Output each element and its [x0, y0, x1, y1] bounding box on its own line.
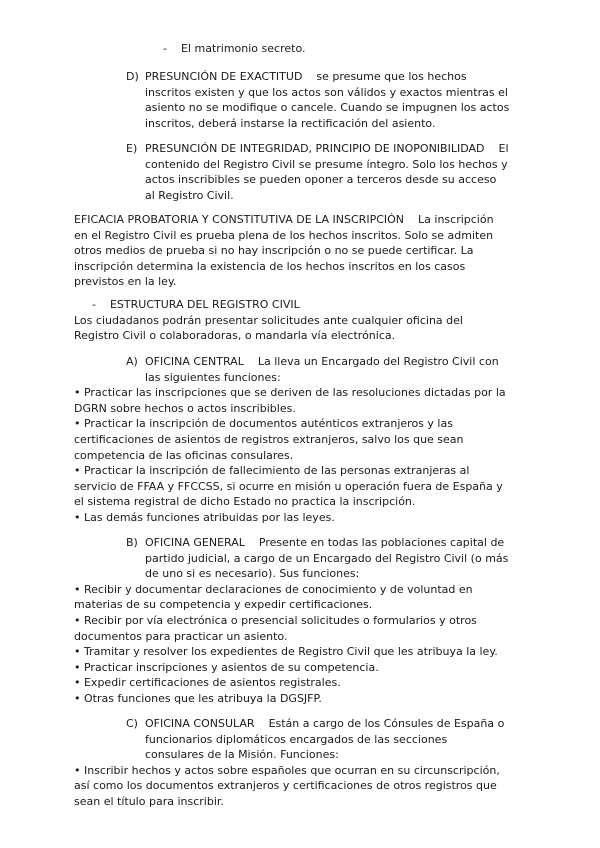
item-e-line-1: contenido del Registro Civil se presume íntegro. Solo los hechos y	[145, 157, 508, 171]
eficacia-line-3: inscripción determina la existencia de los hechos inscritos en los casos	[74, 259, 466, 273]
oficina-consular-marker: C)	[126, 717, 138, 730]
eficacia-title: EFICACIA PROBATORIA Y CONSTITUTIVA DE LA INSCRIPCIÓN	[74, 213, 405, 226]
oficina-consular-bullet-0: • Inscribir hechos y actos sobre españoles que ocurran en su circunscripción,	[74, 763, 500, 777]
item-d-marker: D)	[126, 70, 139, 83]
oficina-general-bullet-6: • Expedir certificaciones de asientos registrales.	[74, 676, 341, 690]
item-d-first-line	[145, 69, 467, 85]
estructura-line-0: Los ciudadanos podrán presentar solicitudes ante cualquier oficina del	[74, 313, 463, 327]
oficina-general-line-1: partido judicial, a cargo de un Encargado del Registro Civil (o más	[145, 551, 509, 565]
oficina-central-bullet-4: competencia de las oficinas consulares.	[74, 448, 294, 462]
oficina-general-bullet-7: • Otras funciones que les atribuya la DGSJFP.	[74, 692, 322, 705]
list-dash: -	[163, 42, 167, 55]
oficina-general-bullet-1: materias de su competencia y expedir certificaciones.	[74, 598, 373, 612]
oficina-consular-first-line	[145, 716, 504, 732]
eficacia-line-4: previstos en la ley.	[74, 275, 177, 289]
oficina-central-line-1: las siguientes funciones:	[145, 370, 281, 384]
oficina-general-bullet-5: • Practicar inscripciones y asientos de su competencia.	[74, 660, 379, 674]
item-d-line-3: inscritos, deberá instarse la rectificación del asiento.	[145, 116, 436, 130]
oficina-central-bullet-5: • Practicar la inscripción de fallecimiento de las personas extranjeras al	[74, 464, 470, 478]
estructura-dash: -	[92, 298, 96, 311]
oficina-consular-line-0: Están a cargo de los Cónsules de España o	[268, 717, 505, 730]
oficina-general-line-0: Presente en todas las poblaciones capital de	[258, 536, 505, 549]
oficina-consular-title: OFICINA CONSULAR	[145, 717, 255, 730]
oficina-general-bullet-0: • Recibir y documentar declaraciones de conocimiento y de voluntad en	[74, 582, 473, 596]
estructura-heading	[92, 297, 300, 313]
eficacia-line-0: La inscripción	[418, 213, 494, 226]
oficina-general-marker: B)	[126, 536, 138, 549]
estructura-title: ESTRUCTURA DEL REGISTRO CIVIL	[109, 298, 300, 311]
oficina-central-line-0: La lleva un Encargado del Registro Civil con	[257, 355, 499, 368]
oficina-general-line-2: de uno si es necesario). Sus funciones:	[145, 567, 360, 581]
item-d-line-1: inscritos existen y que los actos son válidos y exactos mientras el	[145, 85, 508, 99]
oficina-central-first-line	[145, 354, 499, 370]
oficina-central-bullet-2: • Practicar la inscripción de documentos auténticos extranjeros y las	[74, 417, 453, 431]
oficina-central-bullet-8: • Las demás funciones atribuidas por las leyes.	[74, 511, 335, 524]
item-d-line-0: se presume que los hechos	[316, 70, 467, 83]
oficina-central-bullet-3: certificaciones de asientos de registros extranjeros, salvo los que sean	[74, 433, 464, 446]
oficina-central-bullet-7: el sistema registral de dicho Estado no practica la inscripción.	[74, 495, 416, 509]
oficina-central-bullet-0: • Practicar las inscripciones que se deriven de las resoluciones dictadas por la	[74, 386, 506, 400]
eficacia-first-line	[74, 212, 494, 228]
item-e-line-2: actos inscribibles se pueden oponer a terceros desde su acceso	[145, 173, 497, 187]
oficina-general-title: OFICINA GENERAL	[145, 536, 245, 549]
item-d-title: PRESUNCIÓN DE EXACTITUD	[145, 70, 303, 83]
item-e-first-line	[145, 141, 509, 157]
item-d-line-2: asiento no se modifique o cancele. Cuando se impugnen los actos	[145, 101, 510, 115]
oficina-general-bullet-3: documentos para practicar un asiento.	[74, 629, 288, 643]
oficina-consular-bullet-2: sean el título para inscribir.	[74, 795, 224, 808]
list-item-text: El matrimonio secreto.	[180, 42, 306, 55]
item-e-line-0: El	[498, 142, 509, 155]
oficina-general-bullet-2: • Recibir por vía electrónica o presencial solicitudes o formularios y otros	[74, 614, 477, 627]
oficina-central-marker: A)	[126, 355, 138, 368]
oficina-central-bullet-1: DGRN sobre hechos o actos inscribibles.	[74, 401, 296, 415]
oficina-consular-bullet-1: así como los documentos extranjeros y certificaciones de otros registros que	[74, 779, 497, 793]
oficina-general-first-line	[145, 535, 504, 551]
eficacia-line-2: otros medios de prueba si no hay inscripción o no se puede certificar. La	[74, 244, 474, 258]
oficina-central-title: OFICINA CENTRAL	[145, 355, 244, 368]
estructura-line-1: Registro Civil o colaboradoras, o mandarla vía electrónica.	[74, 329, 396, 343]
item-e-marker: E)	[126, 142, 138, 155]
oficina-consular-line-2: consulares de la Misión. Funciones:	[145, 748, 339, 762]
oficina-consular-line-1: funcionarios diplomáticos encargados de las secciones	[145, 732, 448, 746]
oficina-general-bullet-4: • Tramitar y resolver los expedientes de Registro Civil que les atribuya la ley.	[74, 645, 498, 659]
eficacia-line-1: en el Registro Civil es prueba plena de los hechos inscritos. Solo se admiten	[74, 228, 494, 242]
item-e-title: PRESUNCIÓN DE INTEGRIDAD, PRINCIPIO DE INOPONIBILIDAD	[145, 142, 485, 155]
oficina-central-bullet-6: servicio de FFAA y FFCCSS, si ocurre en misión u operación fuera de España y	[74, 479, 503, 493]
list-item-matrimonio	[163, 41, 305, 57]
item-e-line-3: al Registro Civil.	[145, 188, 234, 202]
